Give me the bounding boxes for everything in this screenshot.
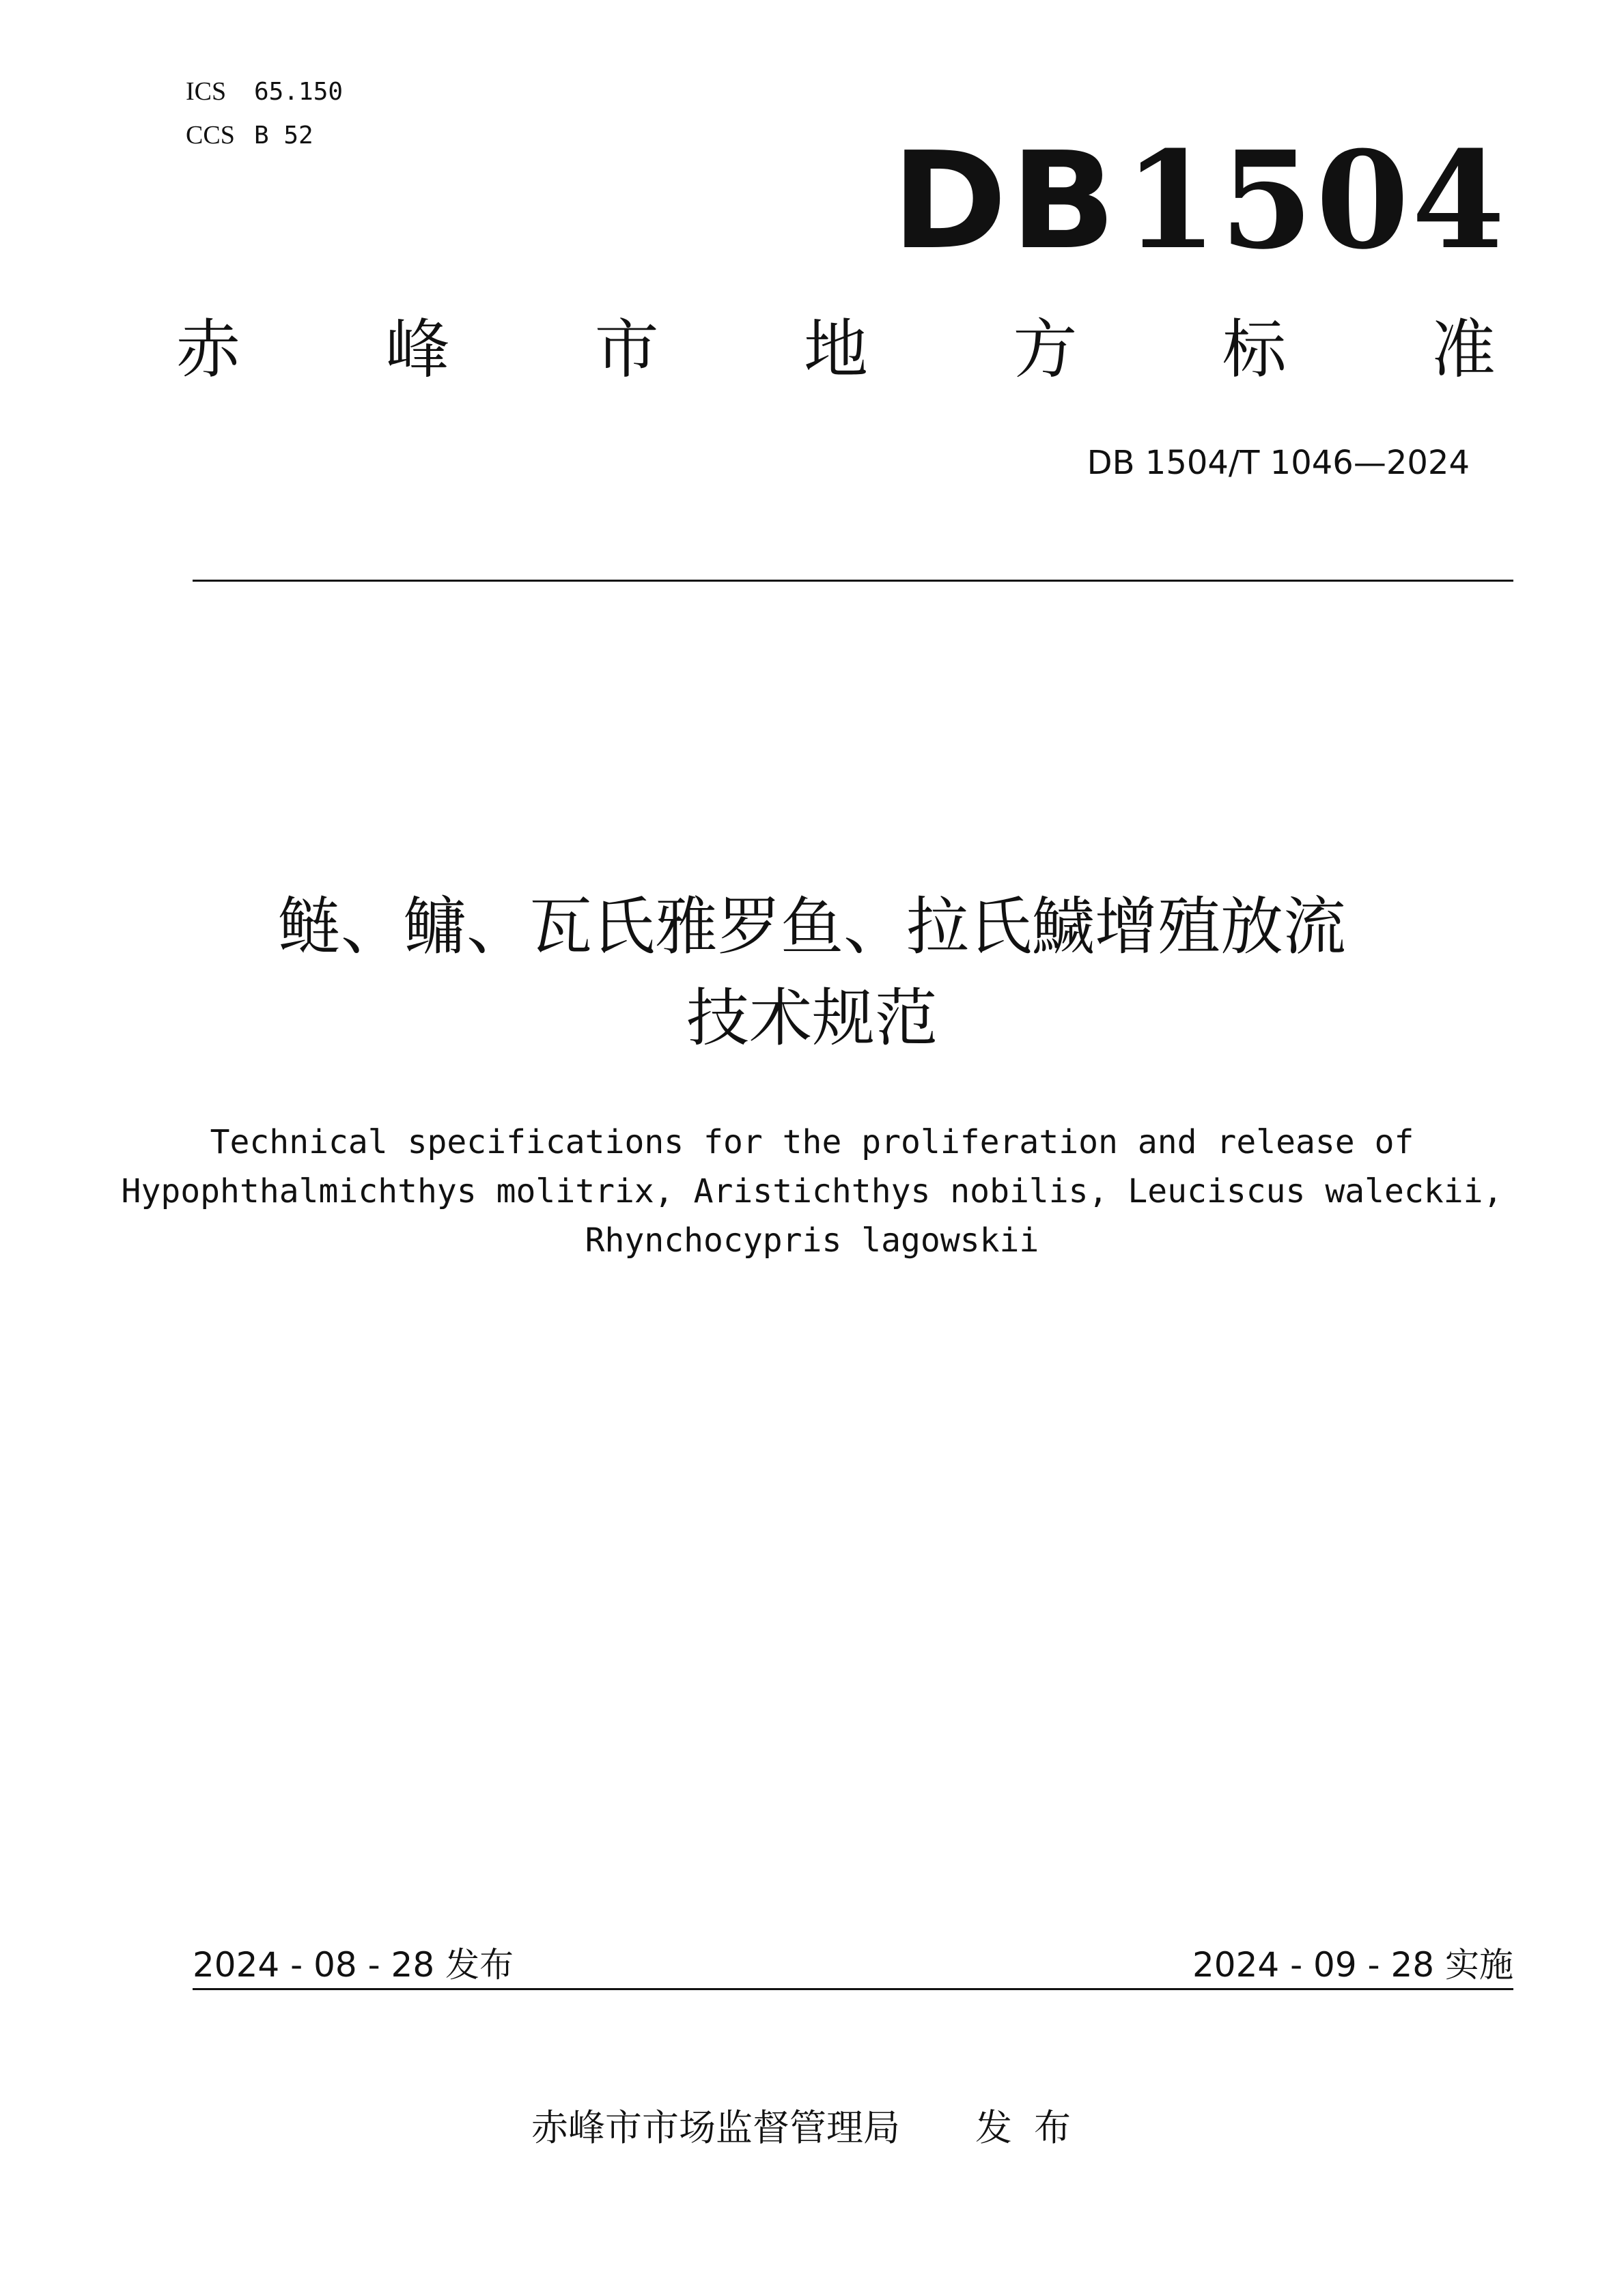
standard-number: DB 1504/T 1046—2024	[1087, 444, 1470, 482]
standard-type-char: 方	[1013, 313, 1078, 387]
title-english-line-2: Hypophthalmichthys molitrix, Aristichthys nobilis, Leuciscus waleckii,	[121, 1172, 1503, 1210]
ics-code	[186, 76, 343, 107]
title-english-line-1: Technical specifications for the proliferation and release of	[210, 1123, 1414, 1161]
publisher-name: 赤峰市市场监督管理局	[531, 2106, 900, 2149]
ics-value: 65.150	[254, 78, 344, 106]
ccs-value: B 52	[254, 122, 313, 150]
db-number: 1504	[1124, 122, 1508, 279]
title-chinese-line-2: 技术规范	[686, 982, 938, 1055]
db-standard-code	[891, 122, 1508, 279]
publisher	[0, 2099, 1624, 2151]
standard-type-char: 赤	[176, 313, 241, 387]
title-english-line-3: Rhynchocypris lagowskii	[585, 1221, 1039, 1260]
publish-action: 发布	[975, 2106, 1093, 2149]
ccs-code	[186, 120, 313, 150]
issue-date: 2024 - 08 - 28 发布	[193, 1945, 514, 1985]
standard-type-char: 标	[1222, 313, 1287, 387]
standard-type-char: 地	[803, 313, 868, 387]
ccs-label: CCS	[186, 121, 235, 150]
standard-type-char: 市	[594, 313, 659, 387]
ics-label: ICS	[186, 77, 227, 106]
title-chinese-line-1: 鲢、鳙、瓦氏雅罗鱼、拉氏鱥增殖放流	[277, 890, 1346, 963]
db-prefix: DB	[891, 124, 1119, 279]
standard-type-char: 峰	[385, 313, 450, 387]
header-divider	[193, 580, 1513, 582]
standard-type-char: 准	[1431, 313, 1496, 387]
implementation-date: 2024 - 09 - 28 实施	[1192, 1945, 1513, 1985]
standard-type-heading	[176, 313, 1496, 388]
footer-divider	[193, 1988, 1513, 1990]
